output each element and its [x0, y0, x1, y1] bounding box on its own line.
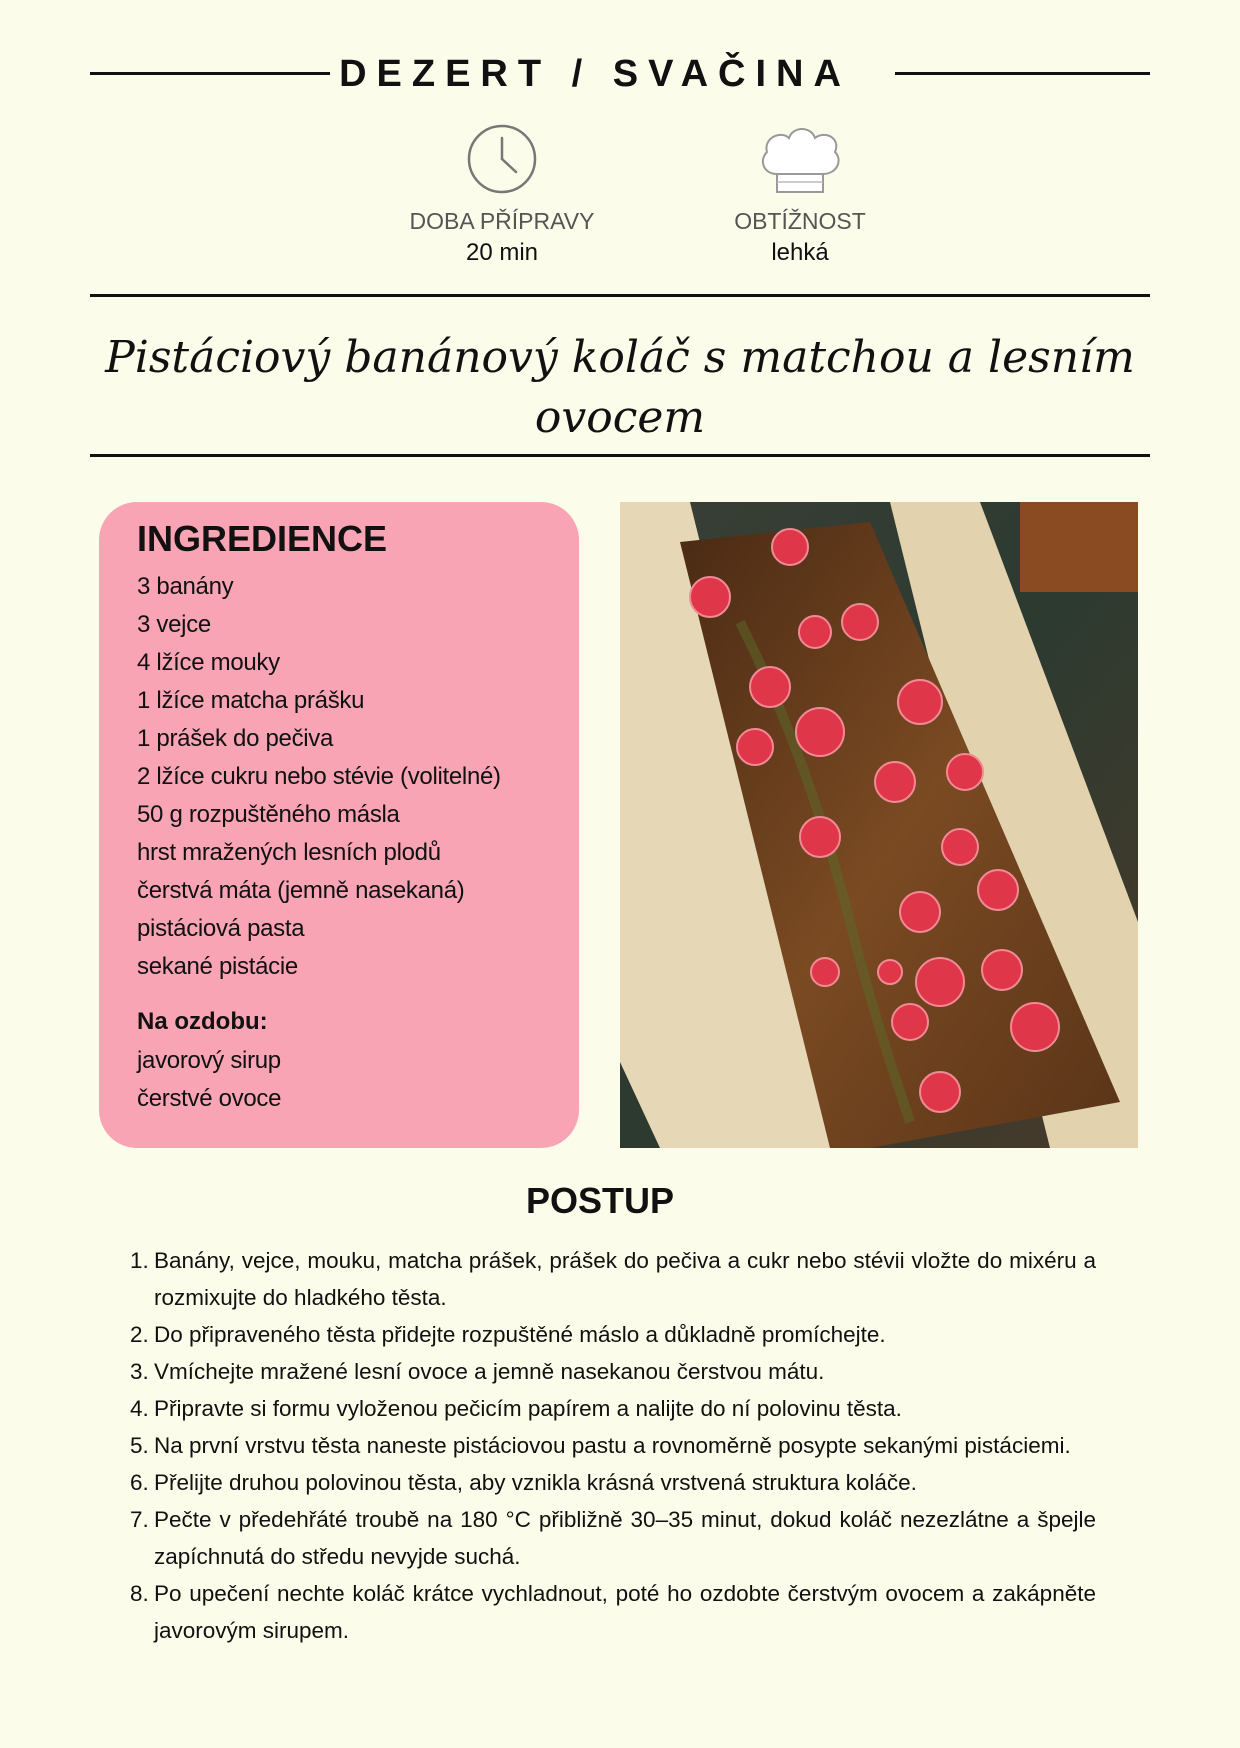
- step-number: 8.: [130, 1581, 149, 1606]
- garnish-item: čerstvé ovoce: [137, 1085, 282, 1112]
- step-number: 4.: [130, 1396, 149, 1421]
- ingredient-item: hrst mražených lesních plodů: [137, 839, 441, 866]
- cake-illustration: [620, 502, 1138, 1148]
- step-item: [130, 1464, 1096, 1501]
- divider-top: [90, 294, 1150, 297]
- step-text: Na první vrstvu těsta naneste pistáciovou pastu a rovnoměrně posypte sekanými pistáciemi.: [154, 1433, 1071, 1458]
- ingredient-item: 1 lžíce matcha prášku: [137, 687, 365, 714]
- header-rule-left: [90, 72, 330, 75]
- steps-list: [130, 1242, 1096, 1649]
- category-title: DEZERT / SVAČINA: [339, 53, 851, 95]
- step-text: Po upečení nechte koláč krátce vychladnout, poté ho ozdobte čerstvým ovocem a zakápněte javorovým sirupem.: [154, 1581, 1096, 1643]
- ingredient-item: 3 banány: [137, 573, 234, 600]
- step-item: [130, 1501, 1096, 1575]
- difficulty-block: [680, 122, 920, 270]
- step-number: 3.: [130, 1359, 149, 1384]
- step-text: Do připraveného těsta přidejte rozpuštěné máslo a důkladně promíchejte.: [154, 1322, 886, 1347]
- step-item: [130, 1316, 1096, 1353]
- prep-time-label: DOBA PŘÍPRAVY: [409, 208, 595, 234]
- step-text: Připravte si formu vyloženou pečicím papírem a nalijte do ní polovinu těsta.: [154, 1396, 902, 1421]
- ingredient-item: 2 lžíce cukru nebo stévie (volitelné): [137, 763, 501, 790]
- ingredient-item: 4 lžíce mouky: [137, 649, 280, 676]
- chef-hat-icon: [755, 122, 845, 196]
- step-number: 5.: [130, 1433, 149, 1458]
- postup-heading: POSTUP: [525, 1180, 675, 1221]
- step-item: [130, 1575, 1096, 1649]
- ingredients-box: [99, 502, 579, 1148]
- ingredient-item: 1 prášek do pečiva: [137, 725, 334, 752]
- ingredients-list: [137, 568, 579, 986]
- garnish-list: [137, 1042, 579, 1118]
- ingredient-item: 3 vejce: [137, 611, 211, 638]
- step-number: 6.: [130, 1470, 149, 1495]
- step-item: [130, 1390, 1096, 1427]
- ingredients-heading: INGREDIENCE: [137, 518, 388, 559]
- step-text: Přelijte druhou polovinou těsta, aby vznikla krásná vrstvená struktura koláče.: [154, 1470, 917, 1495]
- step-item: [130, 1353, 1096, 1390]
- recipe-title: Pistáciový banánový koláč s matchou a lesním ovocem: [105, 332, 1135, 443]
- step-number: 1.: [130, 1248, 149, 1273]
- step-text: Vmíchejte mražené lesní ovoce a jemně nasekanou čerstvou mátu.: [154, 1359, 825, 1384]
- ingredient-item: sekané pistácie: [137, 953, 298, 980]
- ingredient-item: čerstvá máta (jemně nasekaná): [137, 877, 465, 904]
- difficulty-label: OBTÍŽNOST: [734, 208, 866, 234]
- step-item: [130, 1427, 1096, 1464]
- step-number: 2.: [130, 1322, 149, 1347]
- clock-icon: [465, 122, 539, 196]
- step-item: [130, 1242, 1096, 1316]
- difficulty-value: lehká: [771, 239, 829, 266]
- ingredient-item: pistáciová pasta: [137, 915, 305, 942]
- step-text: Pečte v předehřáté troubě na 180 °C přibližně 30–35 minut, dokud koláč nezezlátne a špejle zapíchnutá do středu nevyjde suchá.: [154, 1507, 1096, 1569]
- step-text: Banány, vejce, mouku, matcha prášek, prášek do pečiva a cukr nebo stévii vložte do mixéru a rozmixujte do hladkého těsta.: [154, 1248, 1096, 1310]
- step-number: 7.: [130, 1507, 149, 1532]
- prep-time-block: [382, 122, 622, 270]
- divider-bottom: [90, 454, 1150, 457]
- header-rule-right: [895, 72, 1150, 75]
- prep-time-value: 20 min: [465, 239, 539, 266]
- garnish-item: javorový sirup: [137, 1047, 281, 1074]
- ingredient-item: 50 g rozpuštěného másla: [137, 801, 400, 828]
- garnish-heading: Na ozdobu:: [137, 1008, 268, 1035]
- cake-photo: [620, 502, 1138, 1148]
